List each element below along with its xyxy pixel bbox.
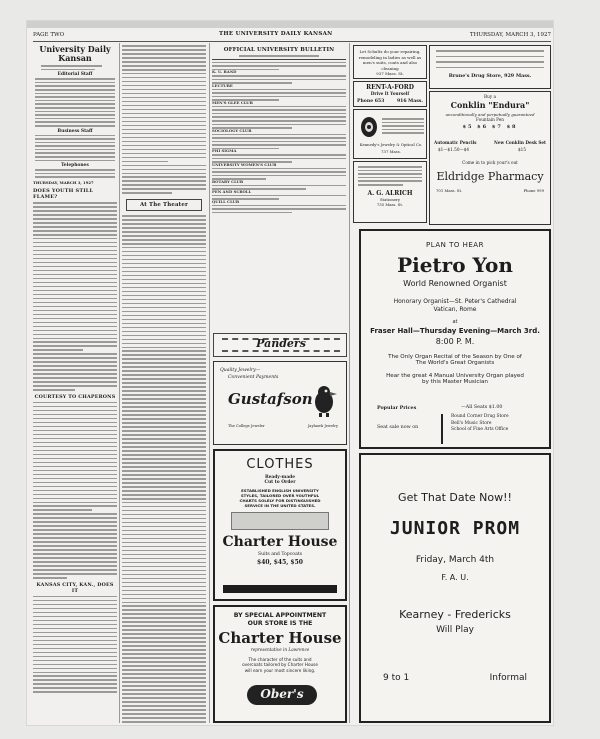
rent-a-ford-sub: Drive It Yourself	[370, 91, 410, 96]
gustafson-name: Gustafson	[228, 390, 313, 408]
clothes-desc-line: ESTABLISHED ENGLISH UNIVERSITY	[241, 488, 319, 493]
brune-line: Brune's Drug Store, 929 Mass.	[448, 73, 532, 80]
appointment-desc: The character of the suits and	[248, 657, 312, 662]
appointment-line1: BY SPECIAL APPOINTMENT	[233, 612, 327, 619]
prom-date: Friday, March 4th	[415, 555, 495, 565]
yon-plan: PLAN TO HEAR	[426, 241, 484, 249]
junior-prom-ad	[359, 453, 551, 723]
column-divider	[209, 43, 210, 723]
charter-house-clothes-ad	[213, 449, 347, 601]
bulletin-title: OFFICIAL UNIVERSITY BULLETIN	[223, 47, 335, 53]
appointment-line2: OUR STORE IS THE	[247, 620, 313, 627]
eldridge-address: 701 Mass. St.	[436, 188, 463, 193]
eye-icon	[360, 116, 378, 138]
prom-band: Kearney - Fredericks	[399, 608, 511, 621]
yon-seat-sale: Seat sale now on	[377, 425, 419, 430]
rent-a-ford-title: RENT-A-FORD	[366, 84, 414, 91]
conklin-pencil-prices: $1—$1.50—$4	[438, 147, 470, 152]
clothes-price: $40, $45, $50	[257, 559, 303, 566]
newspaper-title: THE UNIVERSITY DAILY KANSAN	[219, 31, 333, 37]
theater-column	[122, 45, 206, 725]
rent-a-ford-ad	[353, 81, 427, 107]
editorial-title: COURTESY TO CHAPERONS	[34, 393, 116, 400]
schultz-line: 937 Mass. St.	[376, 71, 404, 77]
header-rule	[33, 41, 551, 42]
gustafson-payments: Convenient Payments	[228, 375, 279, 380]
yon-seat-location: Bell's Music Store	[451, 420, 492, 426]
theater-heading: At The Theater	[139, 202, 189, 209]
alrich-address: 735 Mass. St.	[376, 201, 404, 207]
yon-honorary: Honorary Organist—St. Peter's Cathedral	[393, 298, 517, 305]
rent-a-ford-address: 916 Mass.	[396, 99, 423, 104]
yon-hear-line: by this Master Musician	[422, 379, 488, 385]
bulletin-item: SOCIOLOGY CLUB	[212, 127, 252, 133]
obers-logo: Ober's	[260, 687, 304, 701]
schultz-ad	[353, 45, 427, 79]
obers-charter-house-ad	[213, 605, 347, 723]
jayhawk-icon	[310, 384, 338, 418]
yon-only-line: The World's Great Organists	[415, 360, 495, 366]
alrich-ad	[353, 161, 427, 223]
conklin-pencils: Automatic Pencils	[434, 140, 477, 145]
bulletin-item: K. U. BAND	[212, 69, 237, 75]
clothes-title: CLOTHES	[246, 457, 314, 472]
conklin-title: Conklin "Endura"	[450, 100, 530, 110]
conklin-guarantee: unconditionally and perpetually guaranteed	[445, 112, 535, 117]
schultz-line: men's suits, coats and also cleaning	[362, 60, 418, 71]
yon-seats: —All Seats $1.00	[461, 405, 503, 410]
top-scan-border	[27, 21, 554, 28]
rent-a-ford-phone: Phone 653	[357, 99, 385, 104]
bulletin-item: PHI SIGMA	[212, 148, 237, 154]
prom-name: JUNIOR PROM	[389, 518, 521, 539]
telephones-heading: Telephones	[61, 163, 89, 169]
appointment-desc: will earn your most sincere liking.	[244, 667, 316, 673]
pietro-yon-recital-ad	[359, 229, 551, 449]
clothes-desc-line: STYLES, TAILORED OVER YOUTHFUL	[240, 493, 320, 498]
newspaper-page	[26, 20, 554, 726]
editorial-column	[33, 45, 117, 725]
clothes-ready: Ready-made	[264, 475, 296, 480]
conklin-desk-set: New Conklin Desk Set	[494, 140, 546, 145]
panders-logo: Panders	[256, 337, 306, 350]
conklin-prices: $5 $6 $7 $8	[462, 124, 518, 130]
prom-get-date: Get That Date Now!!	[398, 491, 512, 504]
conklin-fountain-pen: Fountain Pen	[476, 117, 504, 122]
kennedy-name: Kennedy's Jewelry & Optical Co.	[359, 142, 423, 147]
conklin-lead: Buy a	[484, 94, 496, 99]
editorial-title: KANSAS CITY, KAN., DOES IT	[36, 581, 114, 594]
yon-at: at	[452, 319, 458, 325]
clothes-desc-line: CHARTS SOLELY FOR DISTINGUISHED	[239, 498, 321, 503]
yon-seat-location: School of Fine Arts Office	[451, 427, 509, 433]
clothes-suits: Suits and Topcoats	[257, 552, 303, 557]
clothes-brand: Charter House	[222, 534, 338, 550]
clothes-cut: Cut to Order	[264, 480, 296, 485]
brune-drug-ad	[429, 45, 551, 89]
conklin-pen-ad	[429, 91, 551, 225]
gustafson-right: Jayhawk Jewelry	[307, 424, 338, 428]
bulletin-item: MEN'S GLEE CLUB	[212, 99, 253, 105]
alrich-sub: Stationery	[379, 196, 401, 202]
appointment-brand: Charter House	[218, 629, 342, 647]
masthead-name: University Daily Kansan	[39, 45, 111, 63]
bulletin-item: PEN AND SCROLL	[212, 188, 252, 194]
appointment-desc: overcoats tailored by Charter House	[242, 662, 318, 668]
column-divider	[349, 43, 350, 723]
page-number: PAGE TWO	[33, 32, 65, 38]
schultz-line: remodeling in ladies as well as	[358, 54, 422, 60]
masthead-date: THURSDAY, MARCH 3, 1927	[33, 180, 94, 186]
kennedy-ad	[353, 109, 427, 159]
prom-hall: F. A. U.	[441, 573, 469, 582]
theater-heading-box	[126, 199, 202, 211]
yon-hear-line: Hear the great 4 Manual University Organ played	[386, 373, 524, 379]
conklin-desk-price: $15	[518, 147, 526, 152]
clothes-desc-line: SERVICE IN THE UNITED STATES.	[244, 503, 316, 508]
page-header	[33, 30, 551, 40]
bulletin-item: LECTURE	[212, 82, 233, 88]
yon-renowned: World Renowned Organist	[403, 279, 507, 288]
panders-ad	[213, 333, 347, 357]
yon-only-line: The Only Organ Recital of the Season by One of	[388, 354, 522, 360]
appointment-rep: representative in Lawrence	[250, 647, 310, 652]
official-bulletin	[212, 45, 346, 357]
conklin-cta: Come in to pick your's out	[462, 160, 518, 165]
gustafson-ad	[213, 361, 347, 445]
bulletin-item: ROTARY CLUB	[212, 179, 244, 185]
yon-vatican: Vatican, Rome	[433, 306, 477, 313]
yon-seat-location: Round Corner Drug Store	[451, 414, 509, 419]
eldridge-pharmacy: Eldridge Pharmacy	[436, 170, 544, 183]
column-divider	[119, 43, 120, 723]
editorial-staff-heading: Editorial Staff	[57, 72, 93, 78]
gustafson-left: The College Jeweler	[228, 424, 265, 428]
prom-hours: 9 to 1	[383, 673, 410, 683]
eldridge-phone: Phone 999	[523, 188, 544, 193]
yon-venue: Fraser Hall—Thursday Evening—March 3rd.	[370, 327, 540, 335]
obers-logo-bg	[247, 685, 317, 705]
yon-time: 8:00 P. M.	[435, 337, 475, 346]
yon-popular-prices: Popular Prices	[377, 405, 417, 411]
prom-will-play: Will Play	[436, 625, 474, 635]
prom-informal: Informal	[489, 673, 527, 683]
alrich-name: A. G. ALRICH	[367, 189, 413, 197]
yon-name: Pietro Yon	[397, 253, 513, 277]
editorial-title: DOES YOUTH STILL FLAME?	[33, 188, 94, 201]
schultz-line: Let Schultz do your repairing,	[359, 49, 421, 54]
issue-date: THURSDAY, MARCH 3, 1927	[469, 32, 551, 38]
kennedy-address: 737 Mass.	[381, 149, 401, 154]
gustafson-quality: Quality Jewelry—	[220, 368, 261, 373]
bulletin-item: QUILL CLUB	[212, 198, 240, 204]
clothes-illustration	[231, 512, 329, 530]
business-staff-heading: Business Staff	[57, 128, 93, 134]
bulletin-item: UNIVERSITY WOMEN'S CLUB	[212, 161, 277, 167]
